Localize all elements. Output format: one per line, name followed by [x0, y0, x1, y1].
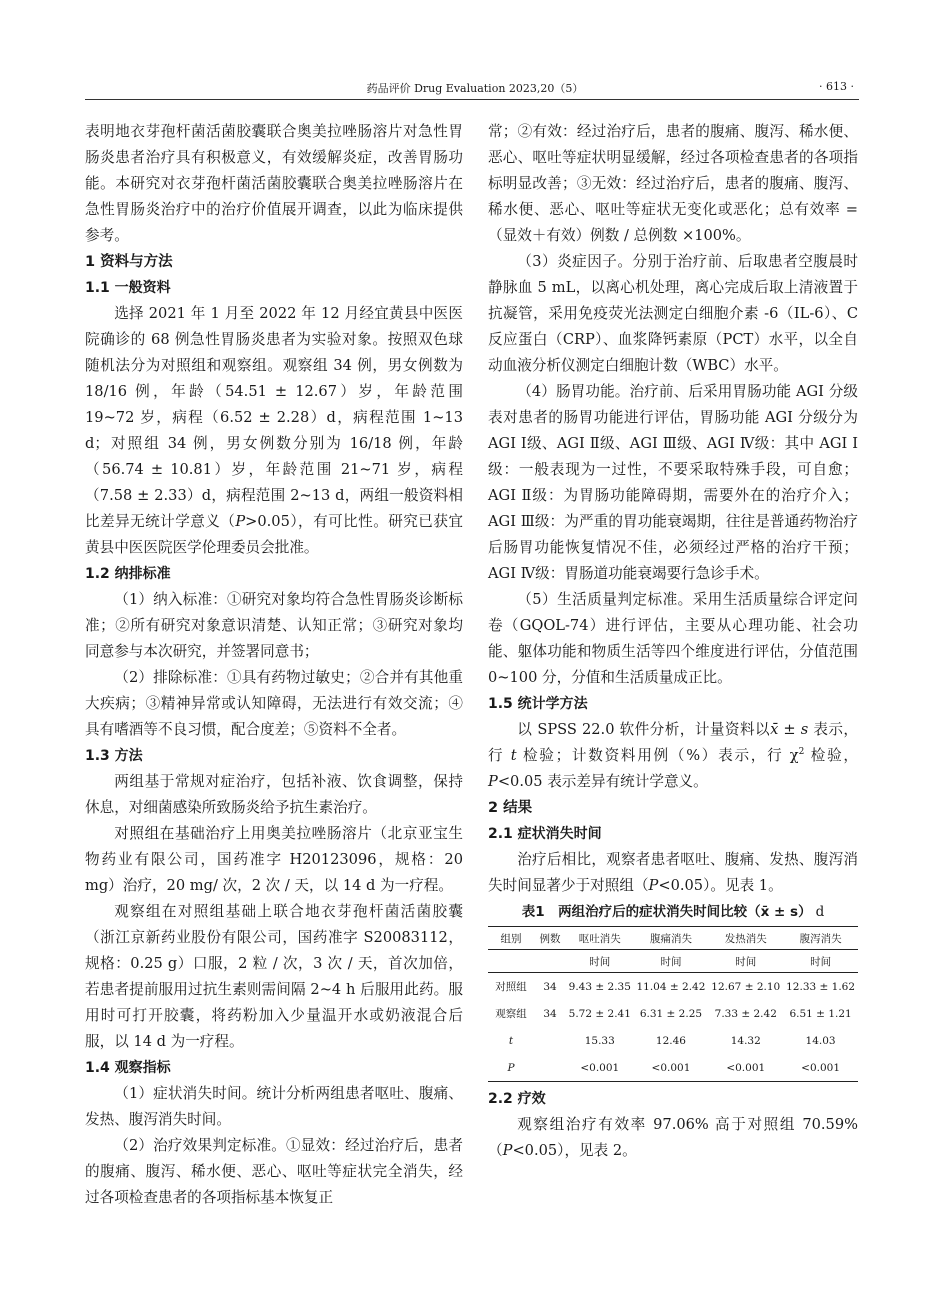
- table-header-cell: 发热消失: [724, 933, 767, 945]
- section-heading: 1 资料与方法: [85, 254, 173, 270]
- table-cell: 9.43 ± 2.35: [568, 980, 631, 993]
- text-segment: 以 SPSS 22.0 软件分析，计量资料以: [517, 721, 771, 738]
- paragraph-method-observation: 观察组在对照组基础上联合地衣芽孢杆菌活菌胶囊（浙江京新药业股份有限公司，国药准字 S20083112，规格：0.25 g）口服，2 粒 / 次，3 次 / 天，首次加倍，若患者提前服用过抗生素则需间隔 2~4 h 后服用此药。服用时可打开胶囊，将药粉加入少量温开水或奶液混合后服，以 14 d 为一疗程。: [85, 903, 463, 1050]
- p-symbol: P: [502, 1142, 513, 1159]
- table-row: [488, 1027, 858, 1054]
- paragraph-gi-function: （4）肠胃功能。治疗前、后采用胃肠功能 AGI 分级表对患者的肠胃功能进行评估，胃肠功能 AGI 分级分为 AGI Ⅰ级、AGI Ⅱ级、AGI Ⅲ级、AGI Ⅳ级：其中 AGI Ⅰ级：一般表现为一过性，不要采取特殊手段，可自愈；AGI Ⅱ级：为胃肠功能障碍期，需要外在的治疗介入；AGI Ⅲ级：为严重的胃功能衰竭期，往往是普通药物治疗后肠胃功能恢复情况不佳，必须经过严格的治疗干预；AGI Ⅳ级：胃肠道功能衰竭要行急诊手术。: [488, 383, 858, 582]
- table-header-row: [488, 927, 858, 950]
- table-cell: <0.001: [566, 1054, 634, 1082]
- paragraph-exclusion: （2）排除标准：①具有药物过敏史；②合并有其他重大疾病；③精神异常或认知障碍，无法进行有效交流；④具有嗜酒等不良习惯，配合度差；⑤资料不全者。: [85, 669, 463, 738]
- table-cell: 12.46: [655, 1034, 686, 1047]
- caption-unit: d: [815, 904, 825, 920]
- text-segment: 观察组治疗有效率 97.06% 高于对照组 70.59%（: [488, 1116, 858, 1159]
- text-segment: 检验；计数资料用例（%）表示，行 χ: [516, 747, 799, 764]
- subsection-heading: 2.2 疗效: [488, 1091, 546, 1107]
- table-caption: [488, 899, 858, 925]
- text-segment: 治疗后相比，观察者患者呕吐、腹痛、发热、腹泻消失时间显著少于对照组（: [488, 851, 858, 894]
- text-segment: >0.05），有可比性。研究已获宜黄县中医医院医学伦理委员会批准。: [85, 513, 463, 556]
- subsection-heading: 2.1 症状消失时间: [488, 826, 602, 842]
- table-cell: [534, 1054, 566, 1082]
- table-cell: [534, 1027, 566, 1054]
- paragraph-efficacy-continued: 常；②有效：经过治疗后，患者的腹痛、腹泻、稀水便、恶心、呕吐等症状明显缓解，经过各项检查患者的各项指标明显改善；③无效：经过治疗后，患者的腹痛、腹泻、稀水便、恶心、呕吐等症状无变化或恶化；总有效率 =（显效＋有效）例数 / 总例数 ×100%。: [488, 123, 858, 244]
- subsection-heading: 1.4 观察指标: [85, 1060, 171, 1076]
- table-cell: 观察组: [495, 1007, 527, 1020]
- table-header-cell: 时间: [783, 950, 858, 973]
- paragraph-inclusion: （1）纳入标准：①研究对象均符合急性胃肠炎诊断标准；②所有研究对象意识清楚、认知正常；③研究对象均同意参与本次研究，并签署同意书；: [85, 591, 463, 660]
- superscript: 2: [798, 747, 805, 758]
- intro-paragraph: 表明地衣芽孢杆菌活菌胶囊联合奥美拉唑肠溶片对急性胃肠炎患者治疗具有积极意义，有效缓解炎症，改善胃肠功能。本研究对衣芽孢杆菌活菌胶囊联合奥美拉唑肠溶片在急性胃肠炎治疗中的治疗价值展开调查，以此为临床提供参考。: [85, 123, 463, 244]
- table-row: [488, 973, 858, 1001]
- header-rule: [85, 99, 859, 100]
- table-cell: 14.32: [730, 1034, 761, 1047]
- left-column: [85, 119, 463, 1211]
- table-header-cell: [488, 950, 534, 973]
- table-cell: t: [508, 1034, 514, 1047]
- paragraph-indicator-1: （1）症状消失时间。统计分析两组患者呕吐、腹痛、发热、腹泻消失时间。: [85, 1085, 463, 1128]
- table-cell: 6.31 ± 2.25: [639, 1007, 703, 1020]
- paragraph-inflammation: （3）炎症因子。分别于治疗前、后取患者空腹晨时静脉血 5 mL，以离心机处理，离心完成后取上清液置于抗凝管，采用免疫荧光法测定白细胞介素 -6（IL-6）、C 反应蛋白（CRP）、血浆降钙素原（PCT）水平，以全自动血液分析仪测定白细胞计数（WBC）水平。: [488, 253, 858, 374]
- p-symbol: P: [235, 513, 246, 530]
- table-cell: 11.04 ± 2.42: [636, 980, 706, 993]
- paragraph-general-data: [85, 301, 463, 561]
- symptom-table: [488, 926, 858, 1082]
- subsection-heading: 1.2 纳排标准: [85, 566, 171, 582]
- table-header-row: [488, 950, 858, 973]
- page-number: · 613 ·: [819, 80, 854, 93]
- p-symbol: P: [648, 877, 659, 894]
- text-segment: 选择 2021 年 1 月至 2022 年 12 月经宜黄县中医医院确诊的 68 例急性胃肠炎患者为实验对象。按照双色球随机法分为对照组和观察组。观察组 34 例，男女例数为 18/16 例，年龄（54.51 ± 12.67）岁，年龄范围 19~72 岁，病程（6.52 ± 2.28）d，病程范围 1~13 d；对照组 34 例，男女例数分别为 16/18 例，年龄（56.74 ± 10.81）岁，年龄范围 21~71 岁，病程（7.58 ± 2.33）d，病程范围 2~13 d，两组一般资料相比差异无统计学意义（: [85, 305, 463, 530]
- table-cell: 7.33 ± 2.42: [714, 1007, 777, 1020]
- paragraph-statistics: [488, 717, 858, 795]
- table-cell: 6.51 ± 1.21: [789, 1007, 852, 1020]
- paragraph-method-base: 两组基于常规对症治疗，包括补液、饮食调整，保持休息，对细菌感染所致肠炎给予抗生素治疗。: [85, 773, 463, 816]
- table-header-cell: 时间: [566, 950, 634, 973]
- table-header-cell: 时间: [634, 950, 709, 973]
- paragraph-indicator-2: （2）治疗效果判定标准。①显效：经过治疗后，患者的腹痛、腹泻、稀水便、恶心、呕吐等症状完全消失，经过各项检查患者的各项指标基本恢复正: [85, 1137, 463, 1206]
- table-row: [488, 1054, 858, 1082]
- text-segment: <0.05），见表 2。: [512, 1142, 637, 1159]
- table-header-cell: 呕吐消失: [578, 933, 621, 945]
- caption-text: 表1 两组治疗后的症状消失时间比较（x̄ ± s）: [521, 904, 812, 920]
- section-heading: 2 结果: [488, 800, 533, 816]
- paragraph-quality-of-life: （5）生活质量判定标准。采用生活质量综合评定问卷（GQOL-74）进行评估，主要从心理功能、社会功能、躯体功能和物质生活等四个维度进行评估，分值范围 0~100 分，分值和生活质量成正比。: [488, 591, 858, 686]
- table-row: [488, 1000, 858, 1027]
- table-header-cell: 腹泻消失: [799, 933, 842, 945]
- table-cell: 12.67 ± 2.10: [711, 980, 781, 993]
- paragraph-efficacy-result: [488, 1112, 858, 1164]
- table-cell: 12.33 ± 1.62: [786, 980, 856, 993]
- table-cell: 对照组: [495, 980, 527, 993]
- text-segment: <0.05 表示差异有统计学意义。: [497, 773, 708, 790]
- text-segment: 表示，行: [488, 721, 859, 764]
- text-segment: <0.05）。见表 1。: [658, 877, 783, 894]
- table-cell: 34: [543, 980, 557, 993]
- subsection-heading: 1.1 一般资料: [85, 280, 171, 296]
- p-symbol: P: [488, 773, 498, 790]
- table-header-cell: 例数: [539, 933, 561, 945]
- text-segment: 检验，: [804, 747, 859, 764]
- table-cell: <0.001: [708, 1054, 783, 1082]
- table-cell: P: [488, 1054, 534, 1082]
- table-header-cell: 时间: [708, 950, 783, 973]
- mean-sd-symbol: x̄ ± s: [770, 721, 809, 738]
- table-header-cell: 组别: [500, 933, 522, 945]
- journal-title: 药品评价 Drug Evaluation 2023,20（5）: [366, 82, 584, 95]
- paragraph-symptom-time: [488, 847, 858, 899]
- table-cell: 14.03: [805, 1034, 836, 1047]
- table-header-cell: 腹痛消失: [649, 933, 692, 945]
- table-cell: <0.001: [783, 1054, 858, 1082]
- running-header: [0, 78, 950, 98]
- table-cell: 15.33: [584, 1034, 615, 1047]
- paragraph-method-control: 对照组在基础治疗上用奥美拉唑肠溶片（北京亚宝生物药业有限公司，国药准字 H20123096，规格：20 mg）治疗，20 mg/ 次，2 次 / 天，以 14 d 为一疗程。: [85, 825, 463, 894]
- table-cell: 5.72 ± 2.41: [568, 1007, 631, 1020]
- subsection-heading: 1.3 方法: [85, 748, 143, 764]
- right-column: [488, 119, 858, 1164]
- table-cell: <0.001: [634, 1054, 709, 1082]
- table-cell: 34: [543, 1007, 557, 1020]
- t-symbol: t: [510, 747, 517, 764]
- subsection-heading: 1.5 统计学方法: [488, 696, 588, 712]
- table-header-cell: [534, 950, 566, 973]
